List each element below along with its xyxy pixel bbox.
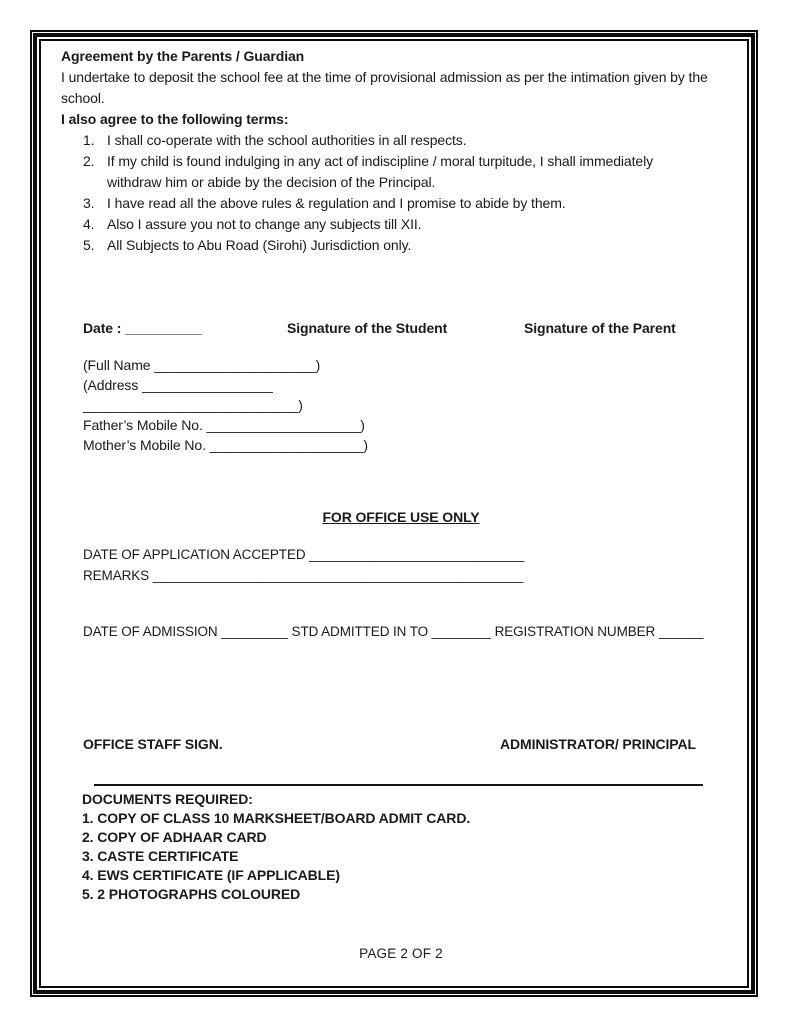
staff-signature-row bbox=[61, 734, 741, 755]
separator-line bbox=[94, 784, 703, 786]
term-item bbox=[83, 193, 741, 214]
term-line: If my child is found indulging in any act of indiscipline / moral turpitude, I shall immediately bbox=[107, 153, 654, 169]
application-accepted-field: DATE OF APPLICATION ACCEPTED _____________________________ bbox=[83, 547, 524, 562]
page-border-frame-mid bbox=[33, 33, 755, 994]
full-name-field: (Full Name _____________________) bbox=[83, 357, 321, 373]
date-field: Date : __________ bbox=[83, 320, 202, 336]
term-number: 2. bbox=[83, 153, 95, 169]
term-text bbox=[107, 151, 741, 193]
term-line: withdraw him or abide by the decision of the Principal. bbox=[107, 174, 436, 190]
signature-row bbox=[61, 318, 741, 339]
agreement-intro bbox=[61, 67, 741, 109]
address-field-line2: ____________________________) bbox=[83, 397, 303, 413]
term-text bbox=[107, 235, 741, 256]
terms-heading: I also agree to the following terms: bbox=[61, 111, 289, 127]
page-border-frame bbox=[30, 30, 758, 997]
term-item bbox=[83, 151, 741, 193]
term-text bbox=[107, 193, 741, 214]
term-number: 1. bbox=[83, 132, 95, 148]
remarks-field: REMARKS __________________________________________________ bbox=[83, 568, 524, 583]
signature-student-label: Signature of the Student bbox=[287, 320, 448, 336]
admission-registration-field: DATE OF ADMISSION _________ STD ADMITTED IN TO ________ REGISTRATION NUMBER ______ bbox=[83, 624, 704, 639]
terms-list bbox=[61, 130, 741, 256]
document-item: 2. COPY OF ADHAAR CARD bbox=[82, 829, 267, 845]
documents-heading: DOCUMENTS REQUIRED: bbox=[82, 791, 253, 807]
term-number: 4. bbox=[83, 216, 95, 232]
document-item: 3. CASTE CERTIFICATE bbox=[82, 848, 239, 864]
term-item bbox=[83, 214, 741, 235]
term-item bbox=[83, 235, 741, 256]
address-field-line1: (Address _________________ bbox=[83, 377, 273, 393]
office-staff-sign-label: OFFICE STAFF SIGN. bbox=[83, 736, 223, 752]
father-mobile-field: Father’s Mobile No. ____________________) bbox=[83, 417, 365, 433]
document-item: 1. COPY OF CLASS 10 MARKSHEET/BOARD ADMIT CARD. bbox=[82, 810, 471, 826]
term-line: I have read all the above rules & regulation and I promise to abide by them. bbox=[107, 195, 566, 211]
signature-parent-label: Signature of the Parent bbox=[524, 320, 676, 336]
parent-details-block bbox=[61, 355, 741, 455]
term-line: Also I assure you not to change any subjects till XII. bbox=[107, 216, 422, 232]
term-text bbox=[107, 130, 741, 151]
term-number: 3. bbox=[83, 195, 95, 211]
office-use-heading: FOR OFFICE USE ONLY bbox=[322, 509, 480, 525]
term-line: All Subjects to Abu Road (Sirohi) Jurisdiction only. bbox=[107, 237, 412, 253]
document-item: 4. EWS CERTIFICATE (IF APPLICABLE) bbox=[82, 867, 340, 883]
form-page-content bbox=[41, 41, 747, 964]
mother-mobile-field: Mother’s Mobile No. ____________________) bbox=[83, 437, 368, 453]
page-number: PAGE 2 OF 2 bbox=[359, 946, 443, 961]
documents-required-block bbox=[61, 790, 741, 904]
agreement-intro-line: school. bbox=[61, 90, 105, 106]
agreement-title: Agreement by the Parents / Guardian bbox=[61, 48, 305, 64]
agreement-intro-line: I undertake to deposit the school fee at the time of provisional admission as per the intimation given by the bbox=[61, 69, 708, 85]
term-number: 5. bbox=[83, 237, 95, 253]
term-item bbox=[83, 130, 741, 151]
term-text bbox=[107, 214, 741, 235]
term-line: I shall co-operate with the school authorities in all respects. bbox=[107, 132, 467, 148]
document-item: 5. 2 PHOTOGRAPHS COLOURED bbox=[82, 886, 301, 902]
administrator-principal-label: ADMINISTRATOR/ PRINCIPAL bbox=[500, 736, 696, 752]
page-border-frame-inner bbox=[39, 39, 749, 988]
